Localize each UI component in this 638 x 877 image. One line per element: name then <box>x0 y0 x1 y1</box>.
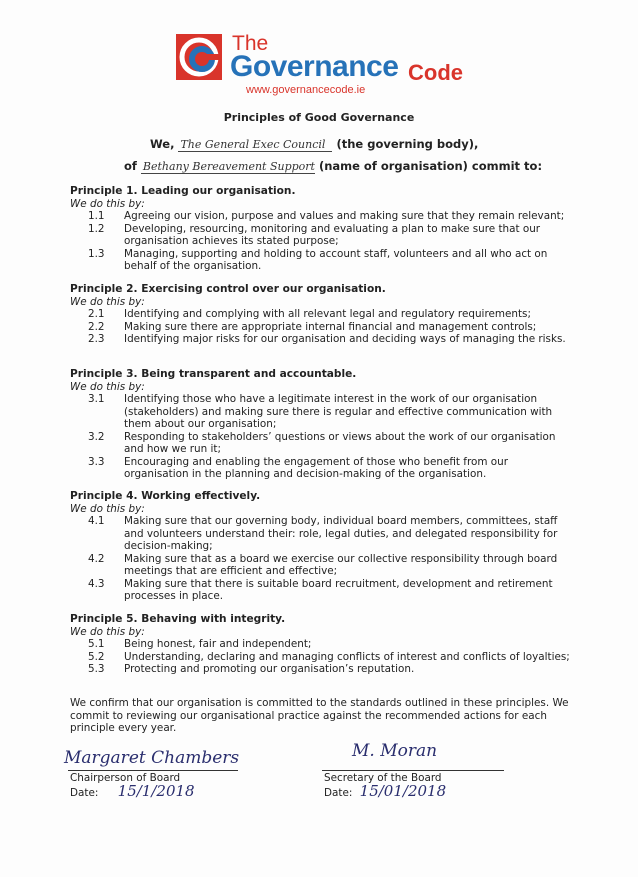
secretary-label: Secretary of the Board <box>324 772 442 784</box>
principle-subheading: We do this by: <box>70 380 145 393</box>
principle-heading: Principle 4. Working effectively. <box>70 490 261 502</box>
chair-date-label: Date: <box>70 786 99 799</box>
principle-item <box>70 393 570 431</box>
principle-1 <box>70 185 570 273</box>
principle-item <box>70 223 570 248</box>
item-text: Protecting and promoting our organisation’s reputation. <box>124 663 415 675</box>
secretary-date-label: Date: <box>324 786 353 799</box>
item-text: Developing, resourcing, monitoring and evaluating a plan to make sure that our organisation achieves its stated purpose; <box>124 222 541 247</box>
principle-5 <box>70 613 570 676</box>
principle-item <box>70 333 570 346</box>
principle-subheading: We do this by: <box>70 502 145 515</box>
organisation-suffix: (name of organisation) commit to: <box>318 159 543 173</box>
secretary-signature: M. Moran <box>352 741 438 761</box>
item-number: 2.2 <box>88 320 105 333</box>
principle-item <box>70 515 570 553</box>
item-number: 5.3 <box>88 663 105 675</box>
organisation-line <box>124 159 542 174</box>
logo-governance-text: Governance <box>230 50 399 83</box>
principle-heading: Principle 3. Being transparent and accountable. <box>70 368 357 380</box>
item-text: Responding to stakeholders’ questions or views about the work of our organisation and how we run it; <box>124 430 556 455</box>
item-text: Making sure there are appropriate internal financial and management controls; <box>124 320 537 333</box>
principle-3 <box>70 368 570 481</box>
page-title: Principles of Good Governance <box>223 111 415 124</box>
principle-item <box>70 456 570 481</box>
item-text: Making sure that there is suitable board recruitment, development and retirement processes in place. <box>124 577 553 602</box>
principle-4 <box>70 490 570 603</box>
item-text: Being honest, fair and independent; <box>124 638 312 650</box>
item-number: 1.1 <box>88 210 105 222</box>
principle-item <box>70 431 570 456</box>
principle-item <box>70 210 570 223</box>
principle-item <box>70 321 570 334</box>
secretary-signature-line <box>322 770 504 771</box>
item-number: 2.1 <box>88 308 105 320</box>
principle-heading: Principle 5. Behaving with integrity. <box>70 613 286 625</box>
governing-body-line <box>150 137 478 152</box>
item-text: Agreeing our vision, purpose and values and making sure that they remain relevant; <box>124 210 565 222</box>
confirmation-statement: We confirm that our organisation is committed to the standards outlined in these principles. We commit to reviewing our organisational practice against the recommended actions for each principle every year. <box>70 697 569 734</box>
governing-body-suffix: (the governing body), <box>336 137 479 151</box>
principle-item <box>70 651 570 664</box>
principle-item <box>70 578 570 603</box>
principle-subheading: We do this by: <box>70 197 145 210</box>
chair-signature-line <box>68 770 238 771</box>
chair-date: 15/1/2018 <box>117 781 195 800</box>
secretary-block <box>324 772 446 799</box>
principle-2 <box>70 283 570 346</box>
principle-heading: Principle 2. Exercising control over our organisation. <box>70 283 386 295</box>
item-number: 3.1 <box>88 393 105 405</box>
logo-code-text: Code <box>408 60 463 85</box>
logo-mark-icon <box>176 34 222 80</box>
principle-item <box>70 248 570 273</box>
principle-subheading: We do this by: <box>70 295 145 308</box>
secretary-date: 15/01/2018 <box>359 781 447 800</box>
logo-the-text: The <box>232 32 269 55</box>
item-text: Encouraging and enabling the engagement of those who benefit from our organisation in the planning and decision-making of the organisation. <box>124 455 508 480</box>
chair-signature: Margaret Chambers <box>64 748 240 768</box>
item-text: Managing, supporting and holding to account staff, volunteers and all who act on behalf of the organisation. <box>124 247 548 272</box>
organisation-handwritten: Bethany Bereavement Support <box>142 160 315 173</box>
chair-label: Chairperson of Board <box>70 772 181 784</box>
of-label: of <box>124 159 137 173</box>
item-text: Identifying major risks for our organisation and deciding ways of managing the risks. <box>124 333 566 345</box>
item-text: Making sure that our governing body, individual board members, committees, staff and volunteers understand their: role, legal duties, and delegated responsibility for decision-making; <box>124 515 558 552</box>
item-number: 4.3 <box>88 577 105 590</box>
we-label: We, <box>150 137 175 151</box>
item-number: 3.2 <box>88 430 105 443</box>
chair-block <box>70 772 195 799</box>
item-text: Identifying those who have a legitimate interest in the work of our organisation (stakeholders) and making sure there is regular and effective communication with them about our organisation; <box>124 393 553 430</box>
principle-item <box>70 638 570 651</box>
principle-item <box>70 308 570 321</box>
item-text: Identifying and complying with all relevant legal and regulatory requirements; <box>124 308 531 320</box>
item-number: 2.3 <box>88 333 105 345</box>
governance-code-logo <box>174 32 463 102</box>
governing-body-handwritten: The General Exec Council <box>178 138 332 152</box>
item-number: 5.1 <box>88 638 105 650</box>
item-text: Understanding, declaring and managing conflicts of interest and conflicts of loyalties; <box>124 650 570 663</box>
logo-url-text: www.governancecode.ie <box>246 84 366 96</box>
item-number: 3.3 <box>88 455 105 468</box>
item-number: 5.2 <box>88 650 105 663</box>
principle-item <box>70 553 570 578</box>
item-text: Making sure that as a board we exercise our collective responsibility through board meetings that are efficient and effective; <box>124 552 558 577</box>
item-number: 1.3 <box>88 247 105 260</box>
item-number: 4.1 <box>88 515 105 527</box>
principle-heading: Principle 1. Leading our organisation. <box>70 185 296 197</box>
principle-item <box>70 663 570 676</box>
principle-subheading: We do this by: <box>70 625 145 638</box>
item-number: 1.2 <box>88 222 105 235</box>
item-number: 4.2 <box>88 552 105 565</box>
